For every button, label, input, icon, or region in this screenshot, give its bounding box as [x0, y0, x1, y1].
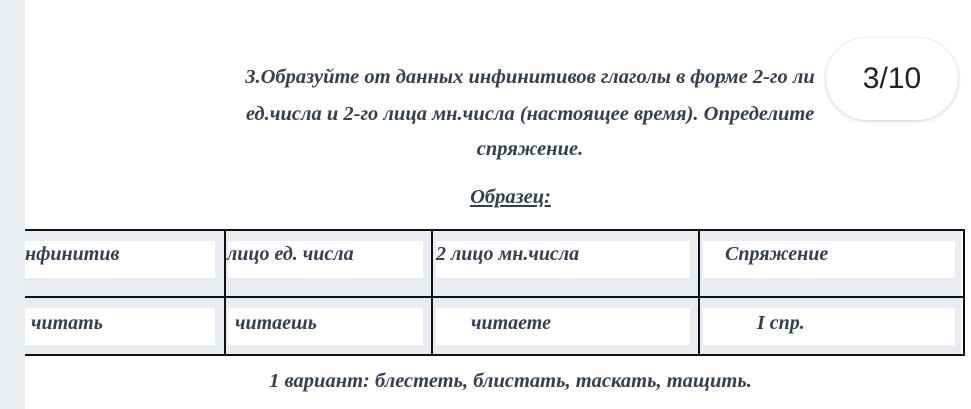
cell-singular-form: читаешь: [235, 312, 317, 334]
task-title-line-1: 3.Образуйте от данных инфинитивов глаголы в форме 2-го ли: [245, 66, 815, 88]
table-divider: [25, 296, 963, 298]
table-divider: [224, 231, 226, 354]
sample-table: [25, 229, 965, 356]
task-title-line-2: ед.числа и 2-го лица мн.числа (настоящее время). Определите: [245, 103, 815, 125]
cell-infinitive: читать: [31, 312, 103, 334]
variant-line: 1 вариант: блестеть, блистать, таскать, тащить.: [269, 370, 752, 392]
header-plural-2nd-person: 2 лицо мн.числа: [436, 243, 580, 265]
body-cell-4-bg: [703, 308, 955, 345]
task-title-line-3: спряжение.: [476, 138, 584, 160]
page-indicator: 3/10: [826, 38, 958, 120]
header-infinitive: нфинитив: [25, 243, 120, 265]
header-singular-2nd-person: лицо ед. числа: [227, 243, 354, 265]
header-conjugation: Спряжение: [725, 243, 829, 265]
cell-conjugation: I спр.: [757, 312, 805, 334]
sample-label: Образец:: [470, 186, 551, 208]
table-divider: [431, 231, 433, 354]
table-divider: [698, 231, 700, 354]
cell-plural-form: читаете: [471, 312, 551, 334]
